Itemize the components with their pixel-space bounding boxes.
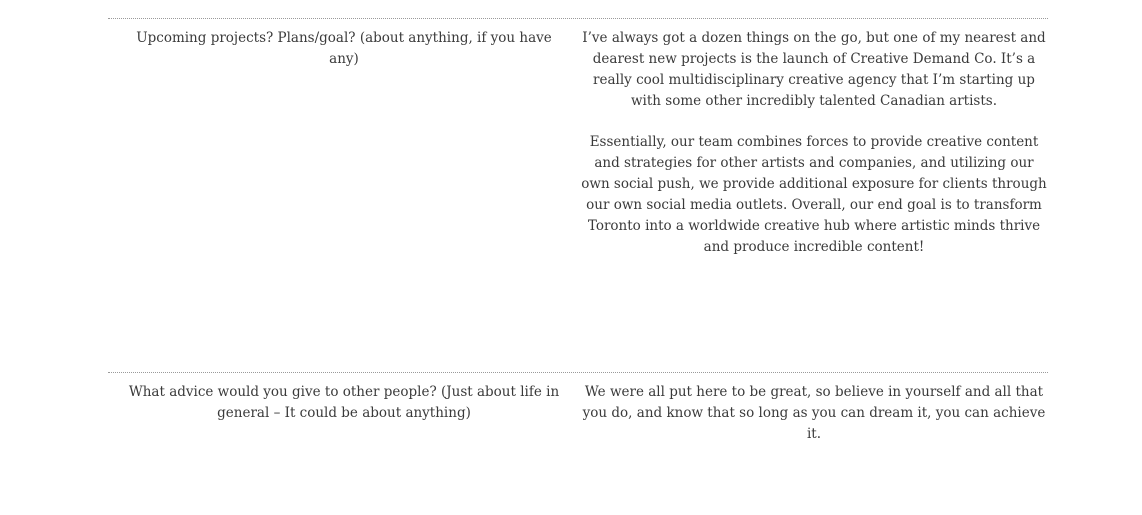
question-cell — [108, 19, 578, 372]
interview-table — [108, 18, 1048, 515]
interview-row-upcoming-projects — [108, 18, 1048, 372]
answer-cell — [578, 19, 1048, 372]
question-text: Upcoming projects? Plans/goal? (about anything, if you have any) — [136, 30, 552, 67]
answer-paragraph: Essentially, our team combines forces to provide creative content and strategies for other artists and companies, and utilizing our own social push, we provide additional exposure for clients through our own social media outlets. Overall, our end goal is to transform Toronto into a worldwide creative hub where artistic minds thrive and produce incredible content! — [581, 134, 1047, 255]
answer-paragraph: We were all put here to be great, so believe in yourself and all that you do, and know that so long as you can dream it, you can achieve it. — [582, 384, 1046, 442]
answer-cell — [578, 373, 1048, 515]
question-text: What advice would you give to other people? (Just about life in general – It could be about anything) — [128, 384, 560, 421]
interview-row-advice — [108, 372, 1048, 515]
question-cell — [108, 373, 578, 515]
answer-paragraph: I’ve always got a dozen things on the go, but one of my nearest and dearest new projects is the launch of Creative Demand Co. It’s a really cool multidisciplinary creative agency that I’m starting up with some other incredibly talented Canadian artists. — [582, 30, 1046, 109]
